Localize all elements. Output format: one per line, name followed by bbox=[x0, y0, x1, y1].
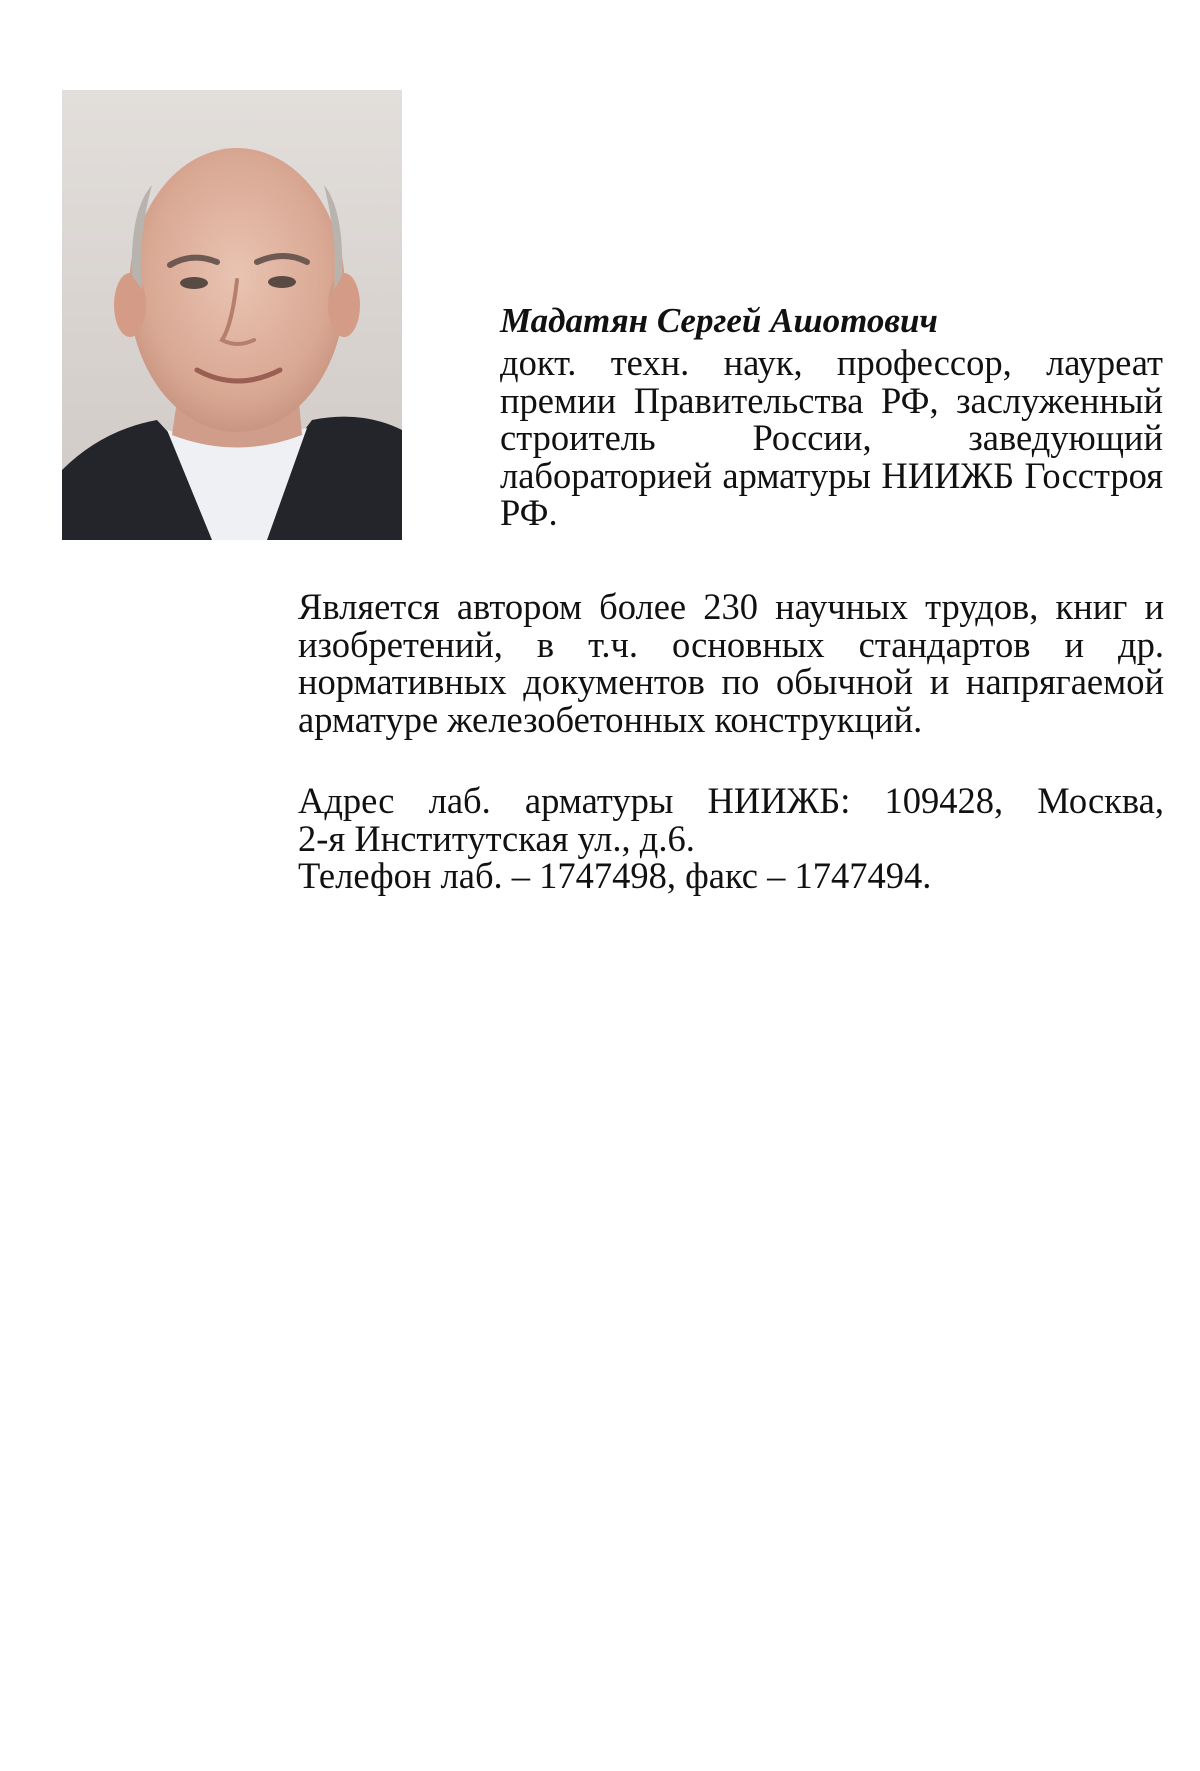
author-name: Мадатян Сергей Ашотович bbox=[500, 301, 938, 340]
contact-info bbox=[298, 782, 1164, 895]
author-portrait bbox=[62, 90, 402, 540]
author-title: докт. техн. наук, профессор, лауреат премии Правительства РФ, заслуженный строитель России, заведующий лабораторией арматуры НИИЖБ Госстроя РФ. bbox=[500, 342, 1163, 534]
author-bio: Является автором более 230 научных трудов, книг и изобретений, в т.ч. основных стандартов и др. нормативных документов по обычной и напрягаемой арматуре железобетонных конструкций. bbox=[298, 586, 1164, 740]
address-line-continued: 2-я Институтская ул., д.6. bbox=[298, 817, 695, 859]
author-intro bbox=[500, 300, 1163, 532]
address-line: Адрес лаб. арматуры НИИЖБ: 109428, Москва, bbox=[298, 780, 1164, 821]
phone-fax-line: Телефон лаб. – 1747498, факс – 1747494. bbox=[298, 855, 932, 897]
person-photo-icon bbox=[62, 90, 402, 540]
